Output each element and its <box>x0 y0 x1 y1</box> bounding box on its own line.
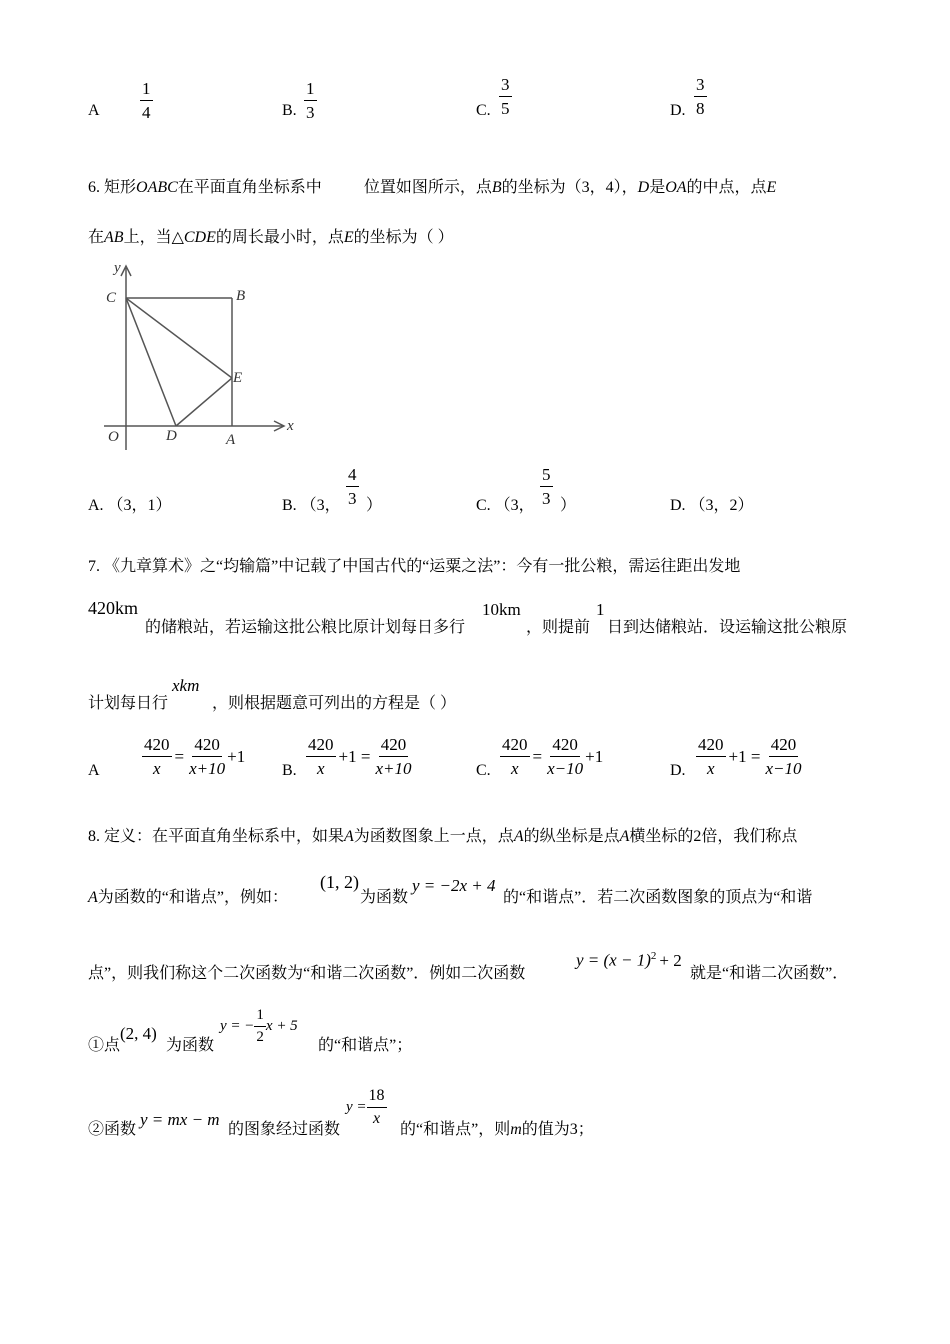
q7-distance: 420km <box>88 598 139 618</box>
q8-line-1: 8. 定义：在平面直角坐标系中，如果A为函数图象上一点，点A的纵坐标是点A横坐标的2倍，我们称点 <box>88 828 798 845</box>
q8-statement-2-function: y = mx − m <box>140 1110 220 1129</box>
q7-line-2c: 日到达储粮站．设运输这批公粮原 <box>607 619 848 636</box>
q5-option-a-fraction: $\frac{1}{4}$ <box>142 79 151 122</box>
q6-line-1: 6. 矩形OABC在平面直角坐标系中 位置如图所示，点B的坐标为（3，4），D是OA的中点，点E <box>88 179 777 196</box>
q8-statement-2-target-function: y = $\frac{18}{x}$ <box>346 1087 385 1127</box>
label-a: A <box>226 432 236 448</box>
q8-example-function: y = −2x + 4 <box>412 876 496 895</box>
q7-line-2a: 的储粮站，若运输这批公粮比原计划每日多行 <box>145 619 466 636</box>
q8-statement-1-end: 的“和谐点”； <box>318 1037 413 1054</box>
q7-option-c-equation: $\frac{420}{x}$ = $\frac{420}{x-10}$ +1 <box>502 735 604 778</box>
q8-statement-2-end: 的“和谐点”，则m的值为3； <box>400 1121 594 1138</box>
q7-option-b-label: B. <box>282 762 297 779</box>
q7-option-d-equation: $\frac{420}{x}$ +1 = $\frac{420}{x-10}$ <box>698 735 802 778</box>
q6-option-c-fraction: $\frac{5}{3}$ <box>542 465 551 508</box>
q7-option-b-equation: $\frac{420}{x}$ +1 = $\frac{420}{x+10}$ <box>308 735 412 778</box>
q6-option-a: A. （3，1） <box>88 497 172 514</box>
q5-option-d-label: D. <box>670 102 686 119</box>
q6-coordinate-figure <box>98 258 308 458</box>
q5-option-a-label: A <box>88 102 100 119</box>
q7-option-c-label: C. <box>476 762 491 779</box>
q8-example-point: (1, 2) <box>320 872 359 892</box>
q7-line-3b: ，则根据题意可列出的方程是（ ） <box>212 695 457 712</box>
q5-option-c-fraction: $\frac{3}{5}$ <box>501 75 510 118</box>
q7-line-1: 7. 《九章算术》之“均输篇”中记载了中国古代的“运粟之法”：今有一批公粮，需运往距出发地 <box>88 558 741 575</box>
label-c: C <box>106 290 117 306</box>
q8-line-2-start: A为函数的“和谐点”，例如： <box>88 889 288 906</box>
q7-line-2b: ，则提前 <box>526 619 591 636</box>
q7-days: 1 <box>596 600 605 619</box>
q7-extra-km: 10km <box>482 600 521 619</box>
label-o: O <box>108 429 119 445</box>
q5-option-d-fraction: $\frac{3}{8}$ <box>696 75 705 118</box>
q6-line-2: 在AB上，当△CDE的周长最小时，点E的坐标为（ ） <box>88 229 454 246</box>
label-d: D <box>166 428 177 444</box>
q7-option-a-label: A <box>88 762 100 779</box>
q8-line-3b: 就是“和谐二次函数”． <box>690 965 849 982</box>
q5-option-b-fraction: $\frac{1}{3}$ <box>306 79 315 122</box>
q8-line-2c: 的“和谐点”．若二次函数图象的顶点为“和谐 <box>503 889 813 906</box>
label-e: E <box>233 370 243 386</box>
q6-option-d: D. （3，2） <box>670 497 754 514</box>
q8-statement-1-point: (2, 4) <box>120 1024 157 1043</box>
q7-option-d-label: D. <box>670 762 686 779</box>
q7-option-a-equation: $\frac{420}{x}$ = $\frac{420}{x+10}$ +1 <box>144 735 246 778</box>
label-x: x <box>287 418 294 434</box>
q6-option-b-fraction: $\frac{4}{3}$ <box>348 465 357 508</box>
q7-line-3a: 计划每日行 <box>88 695 169 712</box>
q8-line-3a: 点”，则我们称这个二次函数为“和谐二次函数”．例如二次函数 <box>88 965 526 982</box>
q8-quadratic-example: $y = (x - 1)^2 + 2$ <box>576 950 682 970</box>
q5-option-b-label: B. <box>282 102 297 119</box>
q5-option-c-label: C. <box>476 102 491 119</box>
q8-statement-1-mid: 为函数 <box>166 1037 215 1054</box>
q8-statement-2-start: ②函数 <box>88 1121 137 1138</box>
q8-statement-2-mid: 的图象经过函数 <box>228 1121 341 1138</box>
q6-option-c-close: ） <box>560 497 577 514</box>
q8-statement-1-function: y = − $\frac{1}{2}$ x + 5 <box>220 1007 298 1045</box>
q6-option-b: B. （3， <box>282 497 341 514</box>
q6-option-b-close: ） <box>366 497 383 514</box>
q8-line-2b: 为函数 <box>360 889 409 906</box>
label-y: y <box>114 260 121 276</box>
q6-option-c: C. （3， <box>476 497 535 514</box>
q7-variable: xkm <box>172 676 200 695</box>
label-b: B <box>236 288 246 304</box>
q8-statement-1-start: ①点 <box>88 1037 121 1054</box>
segment-de <box>176 378 232 426</box>
